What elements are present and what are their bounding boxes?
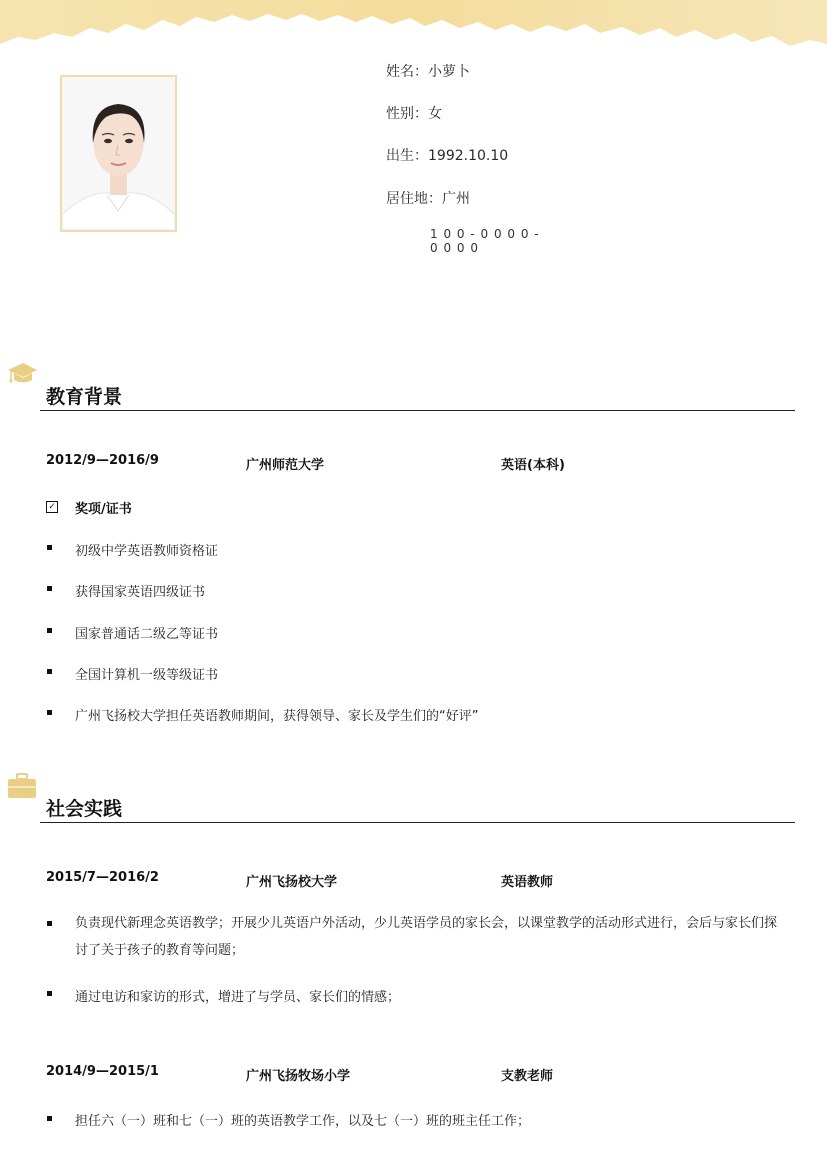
section-title-practice: 社会实践 bbox=[46, 798, 123, 820]
profile-photo bbox=[60, 75, 177, 232]
job-org: 广州飞扬牧场小学 bbox=[246, 1069, 351, 1084]
job-item: 负责现代新理念英语教学；开展少儿英语户外活动，少儿英语学员的家长会，以课堂教学的活动形式进行，会后与家长们探讨了关于孩子的教育等问题； bbox=[75, 916, 778, 958]
residence-value: 广州 bbox=[442, 191, 470, 207]
bullet-icon bbox=[47, 586, 52, 591]
section-divider-practice bbox=[40, 822, 795, 823]
name-value: 小萝卜 bbox=[428, 64, 470, 80]
checkbox-icon: ✓ bbox=[46, 501, 58, 513]
bullet-icon bbox=[47, 921, 52, 926]
award-item: 初级中学英语教师资格证 bbox=[75, 544, 219, 559]
residence-label: 居住地： bbox=[386, 191, 442, 207]
job-role: 支教老师 bbox=[501, 1069, 554, 1084]
portrait-image bbox=[62, 77, 175, 230]
info-name bbox=[386, 61, 470, 81]
job-date: 2014/9—2015/1 bbox=[46, 1064, 159, 1079]
briefcase-icon bbox=[6, 771, 38, 801]
phone-text: 1 0 0 - 0 0 0 0 - 0 0 0 0 bbox=[430, 227, 540, 255]
bullet-icon bbox=[47, 628, 52, 633]
education-date: 2012/9—2016/9 bbox=[46, 453, 159, 468]
gender-value: 女 bbox=[428, 106, 442, 122]
award-item: 广州飞扬校大学担任英语教师期间，获得领导、家长及学生们的“好评” bbox=[75, 709, 479, 724]
info-residence bbox=[386, 188, 470, 208]
award-item: 全国计算机一级等级证书 bbox=[75, 668, 219, 683]
name-label: 姓名： bbox=[386, 64, 428, 80]
birth-label: 出生： bbox=[386, 148, 428, 164]
bullet-icon bbox=[47, 710, 52, 715]
awards-heading: 奖项/证书 bbox=[75, 502, 132, 517]
info-birth bbox=[386, 145, 508, 165]
bullet-icon bbox=[47, 545, 52, 550]
job-role: 英语教师 bbox=[501, 875, 554, 890]
top-decorative-band bbox=[0, 0, 827, 60]
job-org: 广州飞扬校大学 bbox=[246, 875, 338, 890]
birth-value: 1992.10.10 bbox=[428, 148, 509, 164]
job-item: 通过电访和家访的形式，增进了与学员、家长们的情感； bbox=[75, 990, 401, 1005]
bullet-icon bbox=[47, 1116, 52, 1121]
education-school: 广州师范大学 bbox=[246, 458, 325, 473]
info-gender bbox=[386, 103, 442, 123]
graduation-cap-icon bbox=[6, 358, 38, 388]
phone-partial bbox=[430, 224, 540, 255]
bullet-icon bbox=[47, 669, 52, 674]
education-major: 英语(本科) bbox=[501, 458, 565, 473]
section-title-education: 教育背景 bbox=[46, 386, 123, 408]
job-date: 2015/7—2016/2 bbox=[46, 870, 159, 885]
award-item: 国家普通话二级乙等证书 bbox=[75, 627, 219, 642]
award-item: 获得国家英语四级证书 bbox=[75, 585, 206, 600]
gender-label: 性别： bbox=[386, 106, 428, 122]
job-item: 担任六（一）班和七（一）班的英语教学工作，以及七（一）班的班主任工作； bbox=[75, 1114, 531, 1129]
section-divider-education bbox=[40, 410, 795, 411]
bullet-icon bbox=[47, 991, 52, 996]
